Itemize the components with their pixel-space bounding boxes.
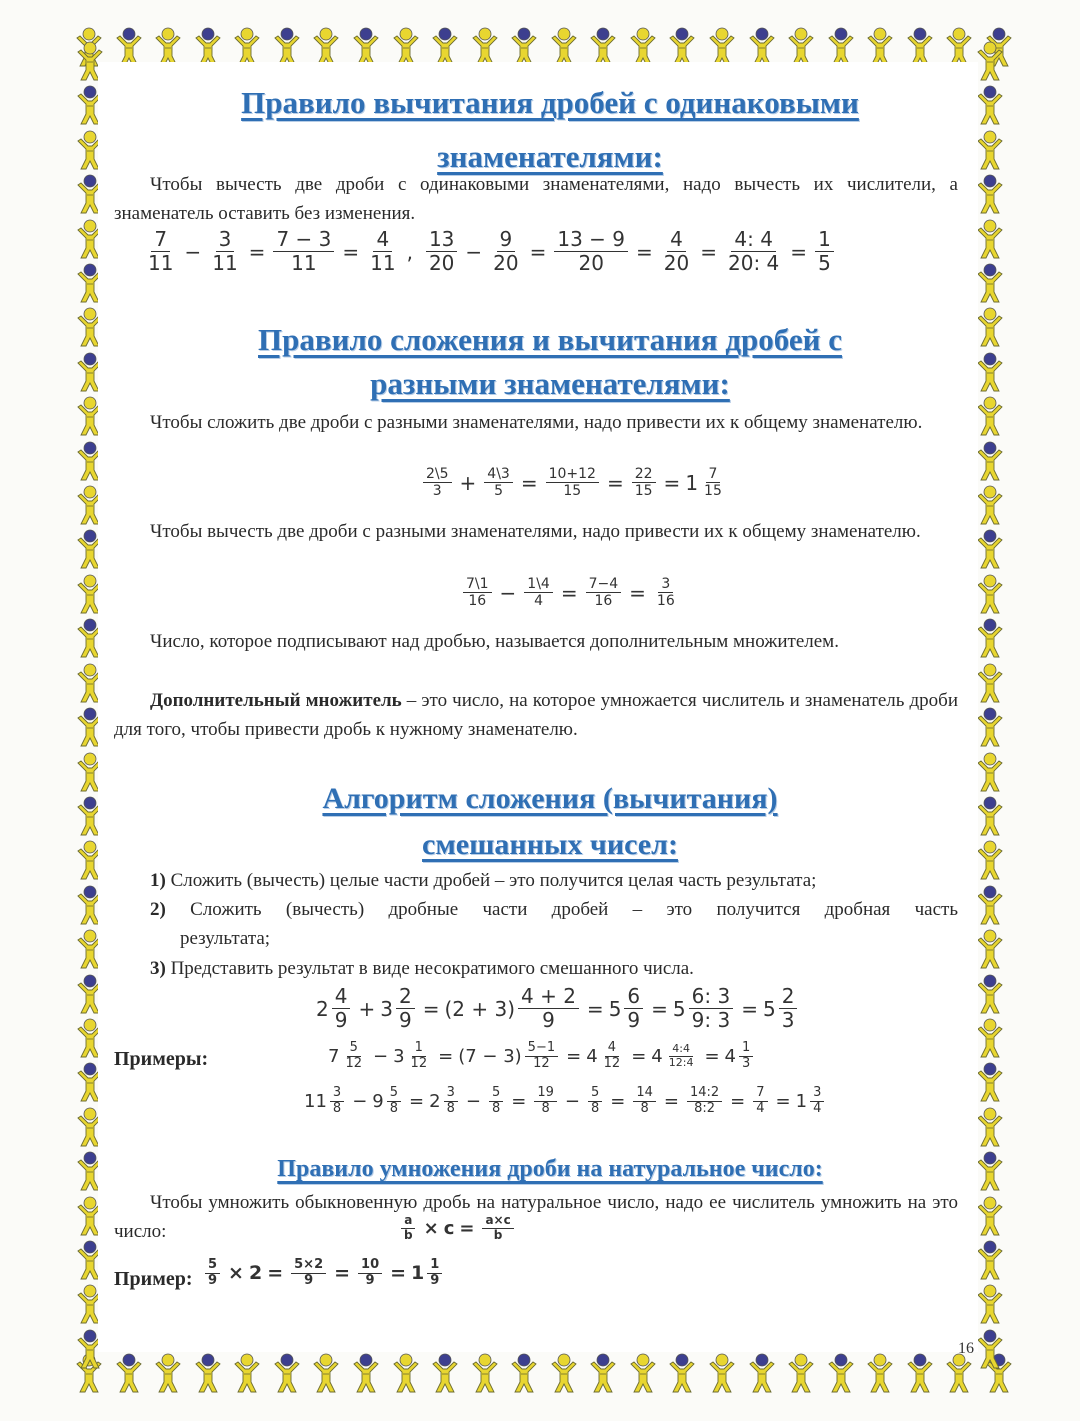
- fraction: $\frac{13 - 9}{20}$: [554, 228, 628, 275]
- border-figure-icon: [975, 218, 1005, 260]
- border-figure-icon: [707, 1352, 737, 1394]
- step-2: 2) Сложить (вычесть) дробные части дробей – это получится дробная часть: [150, 899, 958, 920]
- fraction: $\frac{4: 4}{20: 4}$: [728, 227, 780, 275]
- section2-title-line1: Правило сложения и вычитания дробей с: [258, 322, 842, 357]
- page-number: 16: [958, 1340, 974, 1357]
- section2-text-add: Чтобы сложить две дроби с разными знаменателями, надо привести их к общему знаменателю.: [150, 412, 923, 433]
- border-figure-icon: [351, 1352, 381, 1394]
- border-figure-icon: [905, 1352, 935, 1394]
- border-figure-icon: [975, 1328, 1005, 1370]
- fraction: $\frac{9}{20}$: [493, 227, 519, 275]
- section3-title-line1: Алгоритм сложения (вычитания): [322, 782, 778, 815]
- border-figure-icon: [865, 1352, 895, 1394]
- border-figure-icon: [975, 262, 1005, 304]
- border-figure-icon: [667, 1352, 697, 1394]
- fraction: $\frac{1}{5}$: [815, 228, 834, 275]
- border-bottom: [74, 1348, 1014, 1398]
- border-figure-icon: [975, 440, 1005, 482]
- section3-title: [110, 776, 990, 868]
- section2-title-line2: разными знаменателями:: [370, 366, 730, 401]
- section2-definition: [114, 686, 958, 744]
- border-figure-icon: [975, 884, 1005, 926]
- border-figure-icon: [975, 928, 1005, 970]
- section4-title: Правило умножения дроби на натуральное число:: [277, 1156, 823, 1182]
- border-figure-icon: [975, 1239, 1005, 1281]
- section2-sub-formula: 7\1 16 − $\frac{1\backslash 4}{4}$ = $\frac{7-4}{16}$ = $\frac{3}{16}$: [460, 576, 681, 609]
- border-figure-icon: [975, 973, 1005, 1015]
- border-figure-icon: [975, 1061, 1005, 1103]
- border-figure-icon: [628, 1352, 658, 1394]
- border-figure-icon: [975, 1195, 1005, 1237]
- fraction: $\frac{3}{11}$: [212, 227, 238, 275]
- border-figure-icon: [975, 528, 1005, 570]
- border-figure-icon: [975, 1017, 1005, 1059]
- border-figure-icon: [975, 662, 1005, 704]
- border-figure-icon: [470, 1352, 500, 1394]
- fraction: 7 11: [148, 227, 174, 275]
- section1-title-line2: знаменателями:: [437, 139, 663, 174]
- border-figure-icon: [588, 1352, 618, 1394]
- examples-label: Примеры:: [114, 1048, 209, 1070]
- border-figure-icon: [975, 617, 1005, 659]
- border-figure-icon: [826, 1352, 856, 1394]
- border-figure-icon: [272, 1352, 302, 1394]
- border-figure-icon: [232, 1352, 262, 1394]
- border-figure-icon: [975, 706, 1005, 748]
- section2-title: [110, 318, 990, 406]
- border-figure-icon: [509, 1352, 539, 1394]
- section2-add-formula: 2\5 3 + $\frac{4\backslash 3}{5}$ = $\frac{10+12}{15}$ = $\frac{22}{15}$ = 1 7 15: [420, 466, 728, 499]
- section1-title-line1: Правило вычитания дробей с одинаковыми: [241, 85, 859, 120]
- border-figure-icon: [114, 1352, 144, 1394]
- multiply-example: $\frac{5}{9}$ × 2 = $\frac{5\times 2}{9}$ = $\frac{10}{9}$ = 1 1 9: [202, 1258, 445, 1289]
- border-figure-icon: [747, 1352, 777, 1394]
- section1-formula: 7 11 − $\frac{3}{11}$ = $\frac{7 - 3}{11}$ = $\frac{4}{11}$ , 13 20 − $\frac{9}{20}$ = $\frac{13 - 9}{20}$ = $\frac{4}{20}$ = $\frac{4: 4}{20: 4}$ = $\frac{1}{5}$: [142, 228, 837, 275]
- border-figure-icon: [193, 1352, 223, 1394]
- border-figure-icon: [975, 40, 1005, 82]
- border-figure-icon: [975, 1106, 1005, 1148]
- fraction: $\frac{4}{20}$: [663, 227, 690, 275]
- mixed-example-3: 11 3 8 − 9 5 8 = 2 3 8 − $\frac{5}{8}$ = $\frac{19}{8}$ − $\frac{5}{8}$ = $\frac{14}{8}$ = $\frac{14:2}{8:2}$ = $\frac{7}{4}$ = 1 3 4: [304, 1086, 827, 1117]
- fraction: $\frac{4}{11}$: [370, 227, 396, 275]
- border-figure-icon: [975, 573, 1005, 615]
- fraction: 13 20: [426, 228, 457, 275]
- definition-term: Дополнительный множитель: [150, 690, 402, 711]
- border-figure-icon: [391, 1352, 421, 1394]
- definition-text: – это число, на которое умножается числитель и знаменатель дроби для того, чтобы привести дробь к нужному знаменателю.: [114, 690, 958, 740]
- border-figure-icon: [311, 1352, 341, 1394]
- section3-title-line2: смешанных чисел:: [422, 828, 678, 861]
- border-figure-icon: [786, 1352, 816, 1394]
- section1-text: Чтобы вычесть две дроби с одинаковыми знаменателями, надо вычесть их числители, а знаменатель оставить без изменения.: [114, 174, 958, 224]
- mixed-example-1: 2 4 9 + 3 2 9 = (2 + 3) $\frac{4 + 2}{9}$ = 5 6 9 = 5 6: 3 9: 3 = 5 2 3: [316, 985, 800, 1032]
- step-1: 1) Сложить (вычесть) целые части дробей – это получится целая часть результата;: [150, 870, 817, 891]
- section2-text-sub: Чтобы вычесть две дроби с разными знаменателями, надо привести их к общему знаменателю.: [150, 521, 921, 542]
- border-figure-icon: [975, 484, 1005, 526]
- multiply-formula: $\frac{a}{b}$ × c = $\frac{a\times c}{b}$: [398, 1214, 517, 1243]
- example-label: Пример:: [114, 1268, 193, 1290]
- border-figure-icon: [153, 1352, 183, 1394]
- step-3: 3) Представить результат в виде несократимого смешанного числа.: [150, 958, 694, 979]
- border-figure-icon: [549, 1352, 579, 1394]
- fraction: $\frac{7 - 3}{11}$: [273, 228, 334, 275]
- step-2-cont: результата;: [180, 928, 271, 949]
- border-figure-icon: [975, 1283, 1005, 1325]
- section4-text: Чтобы умножить обыкновенную дробь на натуральное число, надо ее числитель умножить на это число:: [114, 1192, 958, 1242]
- border-figure-icon: [430, 1352, 460, 1394]
- section2-text-factor: Число, которое подписывают над дробью, называется дополнительным множителем.: [150, 631, 839, 652]
- mixed-example-2: 7 5 12 − 3 1 12 = (7 − 3) $\frac{5-1}{12}$ = 4 4 12 = 4 4:4 12:4 = 4 1 3: [328, 1041, 756, 1072]
